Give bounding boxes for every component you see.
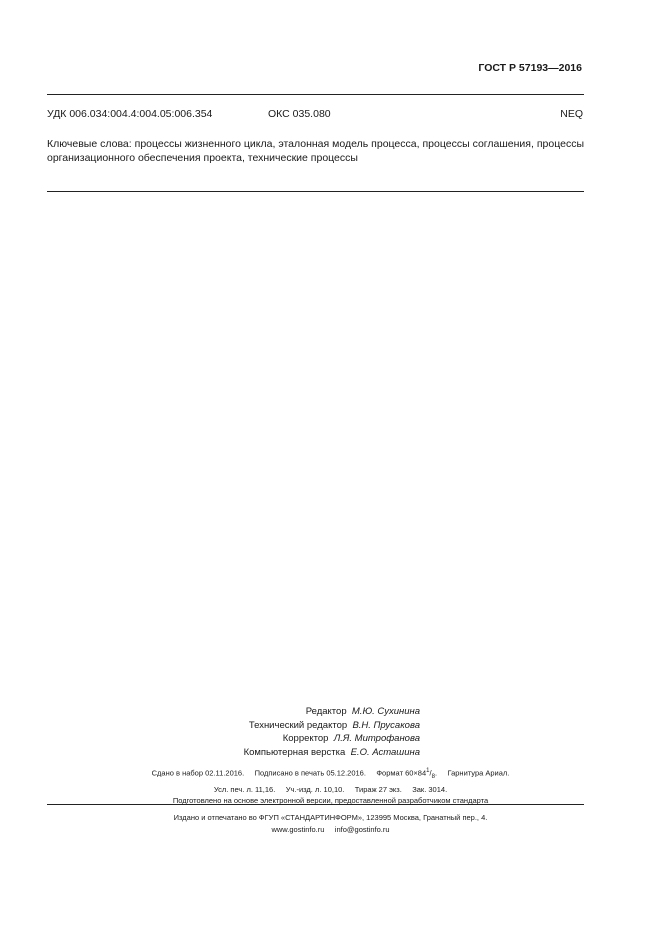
credit-layout xyxy=(0,746,420,760)
credit-name: Е.О. Асташина xyxy=(350,746,420,758)
credit-tech-editor xyxy=(0,719,420,733)
print-line-2: Усл. печ. л. 11,16. Уч.-изд. л. 10,10. Тираж 27 экз. Зак. 3014. xyxy=(213,784,448,794)
print-line-1: Сдано в набор 02.11.2016. Подписано в печать 05.12.2016. Формат $60\times 84^1/_8$. Гарнитура Ариал. xyxy=(151,768,510,780)
credit-role: Корректор xyxy=(282,733,329,744)
standard-code: ГОСТ Р 57193—2016 xyxy=(478,62,582,74)
imprint-divider xyxy=(47,804,584,805)
credit-name: Л.Я. Митрофанова xyxy=(333,733,420,744)
credit-role: Технический редактор xyxy=(248,719,348,731)
credit-role: Компьютерная верстка xyxy=(243,746,346,758)
equivalence-degree: NEQ xyxy=(560,108,583,120)
credit-role: Редактор xyxy=(305,706,347,717)
oks-code: ОКС 035.080 xyxy=(268,108,331,120)
print-line-3: Подготовлено на основе электронной версии, предоставленной разработчиком стандарта xyxy=(172,796,489,805)
udk-code: УДК 006.034:004.4:004.05:006.354 xyxy=(47,108,213,120)
print-details xyxy=(0,766,661,807)
publisher-info xyxy=(0,812,661,835)
publisher-contacts: www.gostinfo.ru info@gostinfo.ru xyxy=(271,824,390,834)
credit-corrector xyxy=(0,732,420,746)
credit-name: В.Н. Прусакова xyxy=(352,719,420,731)
editorial-credits xyxy=(0,705,661,759)
keywords-paragraph: Ключевые слова: процессы жизненного цикла, эталонная модель процесса, процессы соглашения, процессы организационного обеспечения проекта, технические процессы xyxy=(47,138,584,164)
credit-name: М.Ю. Сухинина xyxy=(351,706,420,717)
keywords-divider xyxy=(47,191,584,192)
publisher-line: Издано и отпечатано во ФГУП «СТАНДАРТИНФОРМ», 123995 Москва, Гранатный пер., 4. xyxy=(173,813,488,822)
credit-editor xyxy=(0,705,420,719)
header-divider xyxy=(47,94,584,95)
